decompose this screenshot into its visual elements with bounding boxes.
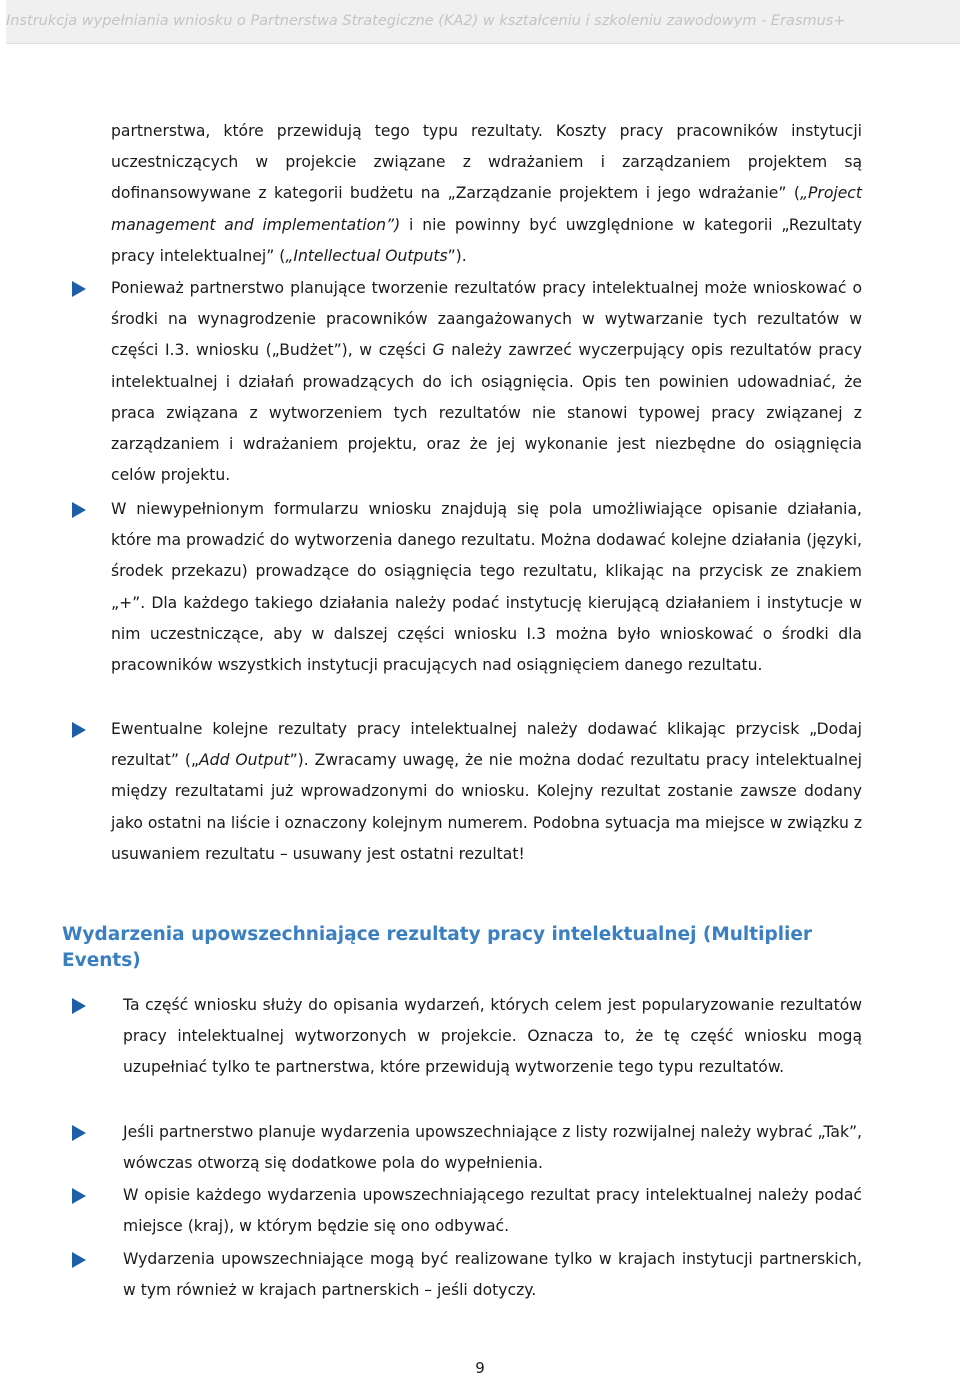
paragraph-text: ”). Zwracamy uwagę, że nie można dodać rezultatu pracy intelektualnej między rezultatami już wprowadzonymi do wniosku. Kolejny rezultat zostanie zawsze dodany jako ostatni na liście i oznaczony kolejnym numerem. Podobna sytuacja ma miejsce w związku z usuwaniem rezultatu – usuwany jest ostatni rezultat! [111, 751, 862, 863]
bullet-arrow-icon [72, 502, 86, 518]
paragraph-text: W niewypełnionym formularzu wniosku znajdują się pola umożliwiające opisanie działania, które ma prowadzić do wytworzenia danego rezultatu. Można dodawać kolejne działania (języki, środek przekazu) prowadzące do osiągnięcia tego rezultatu, klikając na przycisk ze znakiem „+”. Dla każdego takiego działania należy podać instytucję kierującą działaniem i instytucje w nim uczestniczące, aby w dalszej części wniosku I.3 można było wnioskować o środki dla pracowników wszystkich instytucji pracujących nad osiągnięciem danego rezultatu. [111, 500, 862, 675]
page-number: 9 [475, 1359, 485, 1377]
paragraph-text: ”). [447, 246, 467, 265]
bullet-paragraph-activities [111, 494, 862, 681]
section-heading: Wydarzenia upowszechniające rezultaty pracy intelektualnej (Multiplier Events) [62, 924, 813, 971]
paragraph-continuation [111, 116, 862, 272]
bullet-arrow-icon [72, 998, 86, 1014]
bullet-paragraph-location [123, 1180, 862, 1242]
bullet-arrow-icon [72, 281, 86, 297]
bullet-arrow-icon [72, 1125, 86, 1141]
paragraph-text-italic: G [432, 341, 445, 360]
bullet-arrow-icon [72, 1188, 86, 1204]
paragraph-text: Ewentualne kolejne rezultaty pracy intelektualnej należy dodawać klikając przycisk „Dodaj rezultat” („ [111, 720, 862, 770]
bullet-paragraph-budget [111, 273, 862, 491]
paragraph-text-italic: „Intellectual Outputs [285, 246, 448, 265]
paragraph-text-italic: „Project management and implementation”) [111, 184, 862, 234]
paragraph-text: Wydarzenia upowszechniające mogą być realizowane tylko w krajach instytucji partnerskich, w tym również w krajach partnerskich – jeśli dotyczy. [123, 1250, 862, 1300]
paragraph-text: partnerstwa, które przewidują tego typu rezultaty. Koszty pracy pracowników instytucji uczestniczących w projekcie związane z wdrażaniem i zarządzaniem projektem są dofinansowywane z kategorii budżetu na „Zarządzanie projektem i jego wdrażanie” ( [111, 122, 862, 203]
bullet-paragraph-add-output [111, 714, 862, 870]
paragraph-text: Ponieważ partnerstwo planujące tworzenie rezultatów pracy intelektualnej może wnioskować o środki na wynagrodzenie pracowników zaangażowanych w wytwarzanie tych rezultatów w części I.3. wniosku („Budżet”), w części [111, 279, 862, 360]
bullet-paragraph-countries [123, 1244, 862, 1306]
bullet-paragraph-multiplier-purpose [123, 990, 862, 1084]
bullet-arrow-icon [72, 1252, 86, 1268]
bullet-paragraph-dropdown [123, 1117, 862, 1179]
running-header: Instrukcja wypełniania wniosku o Partnerstwa Strategiczne (KA2) w kształceniu i szkoleniu zawodowym - Erasmus+ [6, 0, 960, 44]
paragraph-text: Jeśli partnerstwo planuje wydarzenia upowszechniające z listy rozwijalnej należy wybrać „Tak”, wówczas otworzą się dodatkowe pola do wypełnienia. [123, 1123, 863, 1173]
paragraph-text: i nie powinny być uwzględnione w kategorii „Rezultaty pracy intelektualnej” ( [111, 215, 862, 265]
paragraph-text: W opisie każdego wydarzenia upowszechniającego rezultat pracy intelektualnej należy podać miejsce (kraj), w którym będzie się ono odbywać. [123, 1186, 862, 1236]
bullet-arrow-icon [72, 722, 86, 738]
paragraph-text-italic: Add Output [199, 751, 290, 770]
paragraph-text: Ta część wniosku służy do opisania wydarzeń, których celem jest popularyzowanie rezultatów pracy intelektualnej wytworzonych w projekcie. Oznacza to, że tę część wniosku mogą uzupełniać tylko te partnerstwa, które przewidują wytworzenie tego typu rezultatów. [123, 996, 862, 1077]
paragraph-text: należy zawrzeć wyczerpujący opis rezultatów pracy intelektualnej i działań prowadzących do ich osiągnięcia. Opis ten powinien udowadniać, że praca związana z wytworzeniem tych rezultatów nie stanowi typowej pracy związanej z zarządzaniem i wdrażaniem projektu, oraz że jej wykonanie jest niezbędne do osiągnięcia celów projektu. [111, 341, 862, 485]
